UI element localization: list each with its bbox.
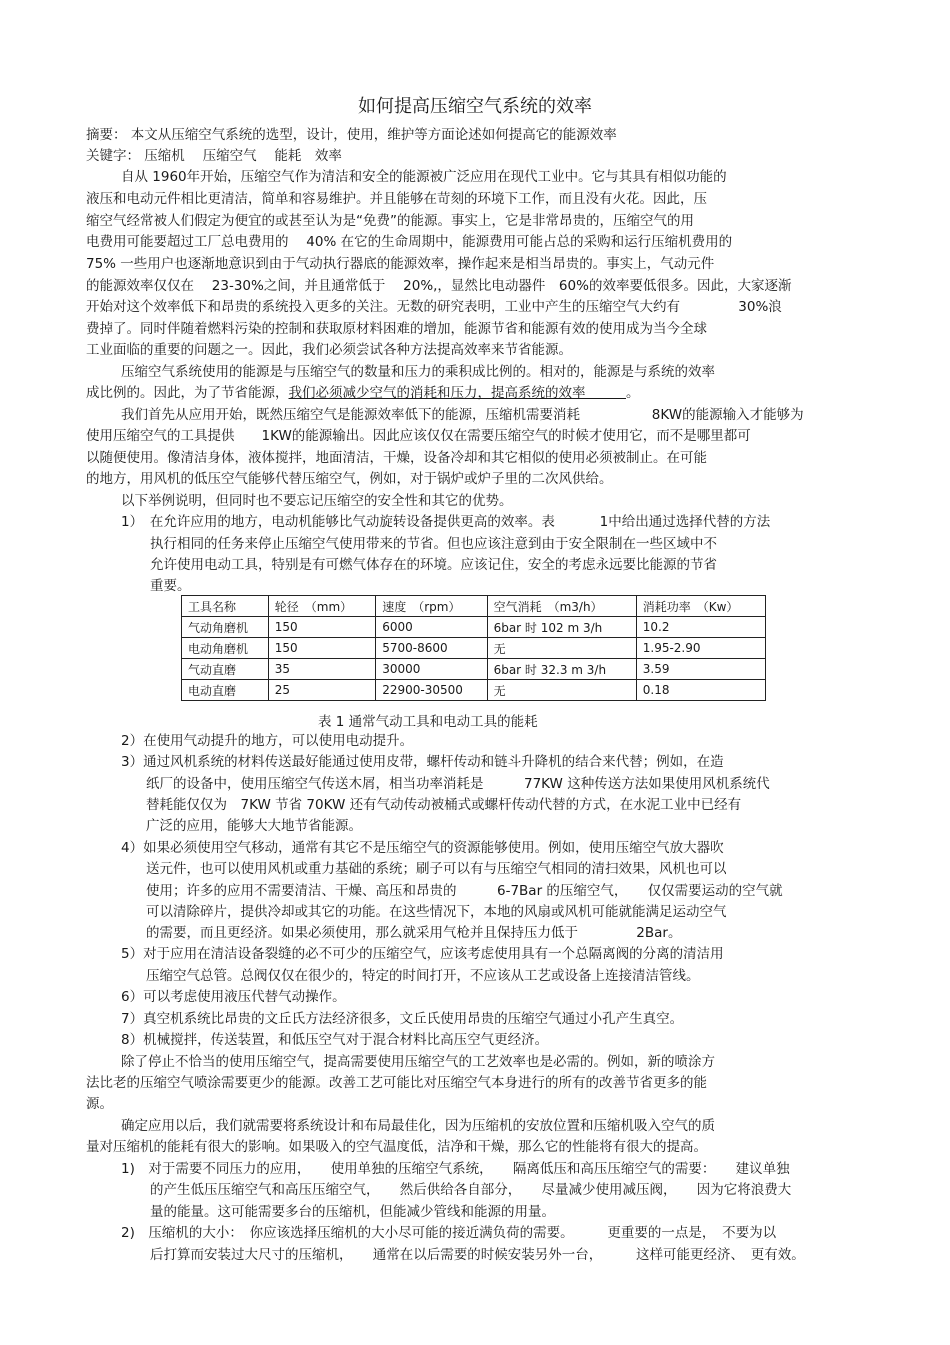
table-cell: 气动角磨机 (182, 617, 269, 638)
item-line: 送元件，也可以使用风机或重力基础的系统；刷子可以有与压缩空气相同的清扫效果，风机也可以 (146, 861, 727, 877)
table-cell: 6bar 时 32.3 m 3/h (487, 659, 636, 680)
table-header-row (182, 596, 766, 617)
table-cell: 6000 (376, 617, 487, 638)
table-header-cell: 轮径 （mm） (268, 596, 375, 617)
para2-line: 压缩空气系统使用的能源是与压缩空气的数量和压力的乘积成比例的。相对的，能源是与系统的效率 (121, 364, 715, 380)
table-row (182, 659, 766, 680)
para2-underlined: 我们必须减少空气的消耗和压力，提高系统的效率 (288, 385, 626, 401)
table-row (182, 680, 766, 701)
design-item-line: 1) 对于需要不同压力的应用， 使用单独的压缩空气系统， 隔离低压和高压压缩空气的需要： 建议单独 (121, 1161, 790, 1177)
table-caption: 表 1 通常气动工具和电动工具的能耗 (318, 714, 538, 730)
table-cell: 无 (487, 638, 636, 659)
keywords: 关键字： 压缩机 压缩空气 能耗 效率 (86, 148, 342, 164)
item1-line: 1） 在允许应用的地方，电动机能够比气动旋转设备提供更高的效率。表 1中给出通过选择代替的方法 (121, 514, 771, 530)
intro-line: 自从 1960年开始，压缩空气作为清洁和安全的能源被广泛应用在现代工业中。它与其具有相似功能的 (121, 169, 727, 185)
table-cell: 无 (487, 680, 636, 701)
table-cell: 25 (268, 680, 375, 701)
document-title: 如何提高压缩空气系统的效率 (358, 96, 592, 117)
table-cell: 150 (268, 617, 375, 638)
table-cell: 气动直磨 (182, 659, 269, 680)
para5-line: 量对压缩机的能耗有很大的影响。如果吸入的空气温度低，洁净和干燥，那么它的性能将有很大的提高。 (86, 1139, 707, 1155)
table-cell: 电动直磨 (182, 680, 269, 701)
design-item-line: 量的能量。这可能需要多台的压缩机，但能减少管线和能源的用量。 (150, 1204, 555, 1220)
abstract: 摘要： 本文从压缩空气系统的选型，设计，使用，维护等方面论述如何提高它的能源效率 (86, 127, 617, 143)
table-cell: 0.18 (636, 680, 765, 701)
para3-line: 我们首先从应用开始，既然压缩空气是能源效率低下的能源，压缩机需要消耗 8KW的能源输入才能够为 (121, 407, 804, 423)
design-item-line: 后打算而安装过大尺寸的压缩机， 通常在以后需要的时候安装另外一台， 这样可能更经济、 更有效。 (150, 1247, 805, 1263)
table-cell: 6bar 时 102 m 3/h (487, 617, 636, 638)
item1-line: 允许使用电动工具，特别是有可燃气体存在的环境。应该记住，安全的考虑永远要比能源的节省 (150, 557, 717, 573)
item-line: 纸厂的设备中，使用压缩空气传送木屑，相当功率消耗是 77KW 这种传送方法如果使用风机系统代 (146, 776, 770, 792)
item-line: 8）机械搅拌，传送装置，和低压空气对于混合材料比高压空气更经济。 (121, 1032, 549, 1048)
item1-line: 重要。 (150, 578, 191, 594)
item-line: 的需要，而且更经济。如果必须使用，那么就采用气枪并且保持压力低于 2Bar。 (146, 925, 682, 941)
item1-line: 执行相同的任务来停止压缩空气使用带来的节省。但也应该注意到由于安全限制在一些区域中不 (150, 536, 717, 552)
table-cell: 30000 (376, 659, 487, 680)
para5-line: 确定应用以后，我们就需要将系统设计和布局最佳化，因为压缩机的安放位置和压缩机吸入空气的质 (121, 1118, 715, 1134)
item-line: 使用；许多的应用不需要清洁、干燥、高压和昂贵的 6-7Bar 的压缩空气， 仅仅需要运动的空气就 (146, 883, 783, 899)
table-cell: 电动角磨机 (182, 638, 269, 659)
intro-line: 液压和电动元件相比更清洁，简单和容易维护。并且能够在苛刻的环境下工作，而且没有火花。因此，压 (86, 191, 707, 207)
examples-intro: 以下举例说明，但同时也不要忘记压缩空的安全性和其它的优势。 (121, 493, 513, 509)
item-line: 替耗能仅仅为 7KW 节省 70KW 还有气动传动被桶式或螺杆传动代替的方式，在水泥工业中已经有 (146, 797, 742, 813)
item-line: 4）如果必须使用空气移动，通常有其它不是压缩空气的资源能够使用。例如，使用压缩空气放大器吹 (121, 840, 724, 856)
table-header-cell: 工具名称 (182, 596, 269, 617)
item-line: 5）对于应用在清洁设备裂缝的必不可少的压缩空气，应该考虑使用具有一个总隔离阀的分离的清洁用 (121, 946, 724, 962)
design-item-line: 的产生低压压缩空气和高压压缩空气， 然后供给各自部分， 尽量减少使用减压阀， 因为它将浪费大 (150, 1182, 792, 1198)
item-line: 3）通过风机系统的材料传送最好能通过使用皮带，螺杆传动和链斗升降机的结合来代替；例如，在造 (121, 754, 724, 770)
table-cell: 1.95-2.90 (636, 638, 765, 659)
design-item-line: 2) 压缩机的大小： 你应该选择压缩机的大小尽可能的接近满负荷的需要。 更重要的一点是， 不要为以 (121, 1225, 777, 1241)
item-line: 可以清除碎片，提供冷却或其它的功能。在这些情况下，本地的风扇或风机可能就能满足运动空气 (146, 904, 727, 920)
para4-line: 源。 (86, 1096, 113, 1112)
para3-line: 的地方，用风机的低压空气能够代替压缩空气，例如，对于锅炉或炉子里的二次风供给。 (86, 471, 613, 487)
intro-line: 开始对这个效率低下和昂贵的系统投入更多的关注。无数的研究表明，工业中产生的压缩空气大约有 30%浪 (86, 299, 782, 315)
para2-end: 。 (626, 385, 640, 401)
table-cell: 150 (268, 638, 375, 659)
table-header-cell: 消耗功率 （Kw） (636, 596, 765, 617)
para4-line: 法比老的压缩空气喷涂需要更少的能源。改善工艺可能比对压缩空气本身进行的所有的改善节省更多的能 (86, 1075, 707, 1091)
para3-line: 使用压缩空气的工具提供 1KW的能源输出。因此应该仅仅在需要压缩空气的时候才使用它，而不是哪里都可 (86, 428, 751, 444)
table-cell: 22900-30500 (376, 680, 487, 701)
table-row (182, 638, 766, 659)
intro-line: 的能源效率仅仅在 23-30%之间，并且通常低于 20%,，显然比电动器件 60%的效率要低很多。因此，大家逐渐 (86, 278, 792, 294)
table-cell: 5700-8600 (376, 638, 487, 659)
para3-line: 以随便使用。像清洁身体，液体搅拌，地面清洁，干燥，设备冷却和其它相似的使用必须被制止。在可能 (86, 450, 707, 466)
table-row (182, 617, 766, 638)
table-header-cell: 速度 （rpm） (376, 596, 487, 617)
intro-line: 工业面临的重要的问题之一。因此，我们必须尝试各种方法提高效率来节省能源。 (86, 342, 572, 358)
table-header-cell: 空气消耗 （m3/h） (487, 596, 636, 617)
para2-text: 成比例的。因此，为了节省能源， (86, 385, 289, 401)
item-line: 2）在使用气动提升的地方，可以使用电动提升。 (121, 733, 414, 749)
energy-table (181, 595, 766, 701)
intro-line: 费掉了。同时伴随着燃料污染的控制和获取原材料困难的增加，能源节省和能源有效的使用成为当今全球 (86, 321, 707, 337)
item-line: 广泛的应用，能够大大地节省能源。 (146, 818, 362, 834)
item-line: 压缩空气总管。总阀仅仅在很少的，特定的时间打开，不应该从工艺或设备上连接清洁管线。 (146, 968, 700, 984)
item-line: 7）真空机系统比昂贵的文丘氏方法经济很多，文丘氏使用昂贵的压缩空气通过小孔产生真空。 (121, 1011, 684, 1027)
intro-line: 电费用可能要超过工厂总电费用的 40% 在它的生命周期中，能源费用可能占总的采购和运行压缩机费用的 (86, 234, 733, 250)
table-cell: 3.59 (636, 659, 765, 680)
intro-line: 75% 一些用户也逐渐地意识到由于气动执行器底的能源效率，操作起来是相当昂贵的。事实上，气动元件 (86, 256, 715, 272)
intro-line: 缩空气经常被人们假定为便宜的或甚至认为是“免费”的能源。事实上，它是非常昂贵的，压缩空气的用 (86, 213, 694, 229)
para4-line: 除了停止不恰当的使用压缩空气，提高需要使用压缩空气的工艺效率也是必需的。例如，新的喷涂方 (121, 1054, 715, 1070)
table-cell: 35 (268, 659, 375, 680)
item-line: 6）可以考虑使用液压代替气动操作。 (121, 989, 346, 1005)
table-cell: 10.2 (636, 617, 765, 638)
para2-line (86, 383, 640, 403)
